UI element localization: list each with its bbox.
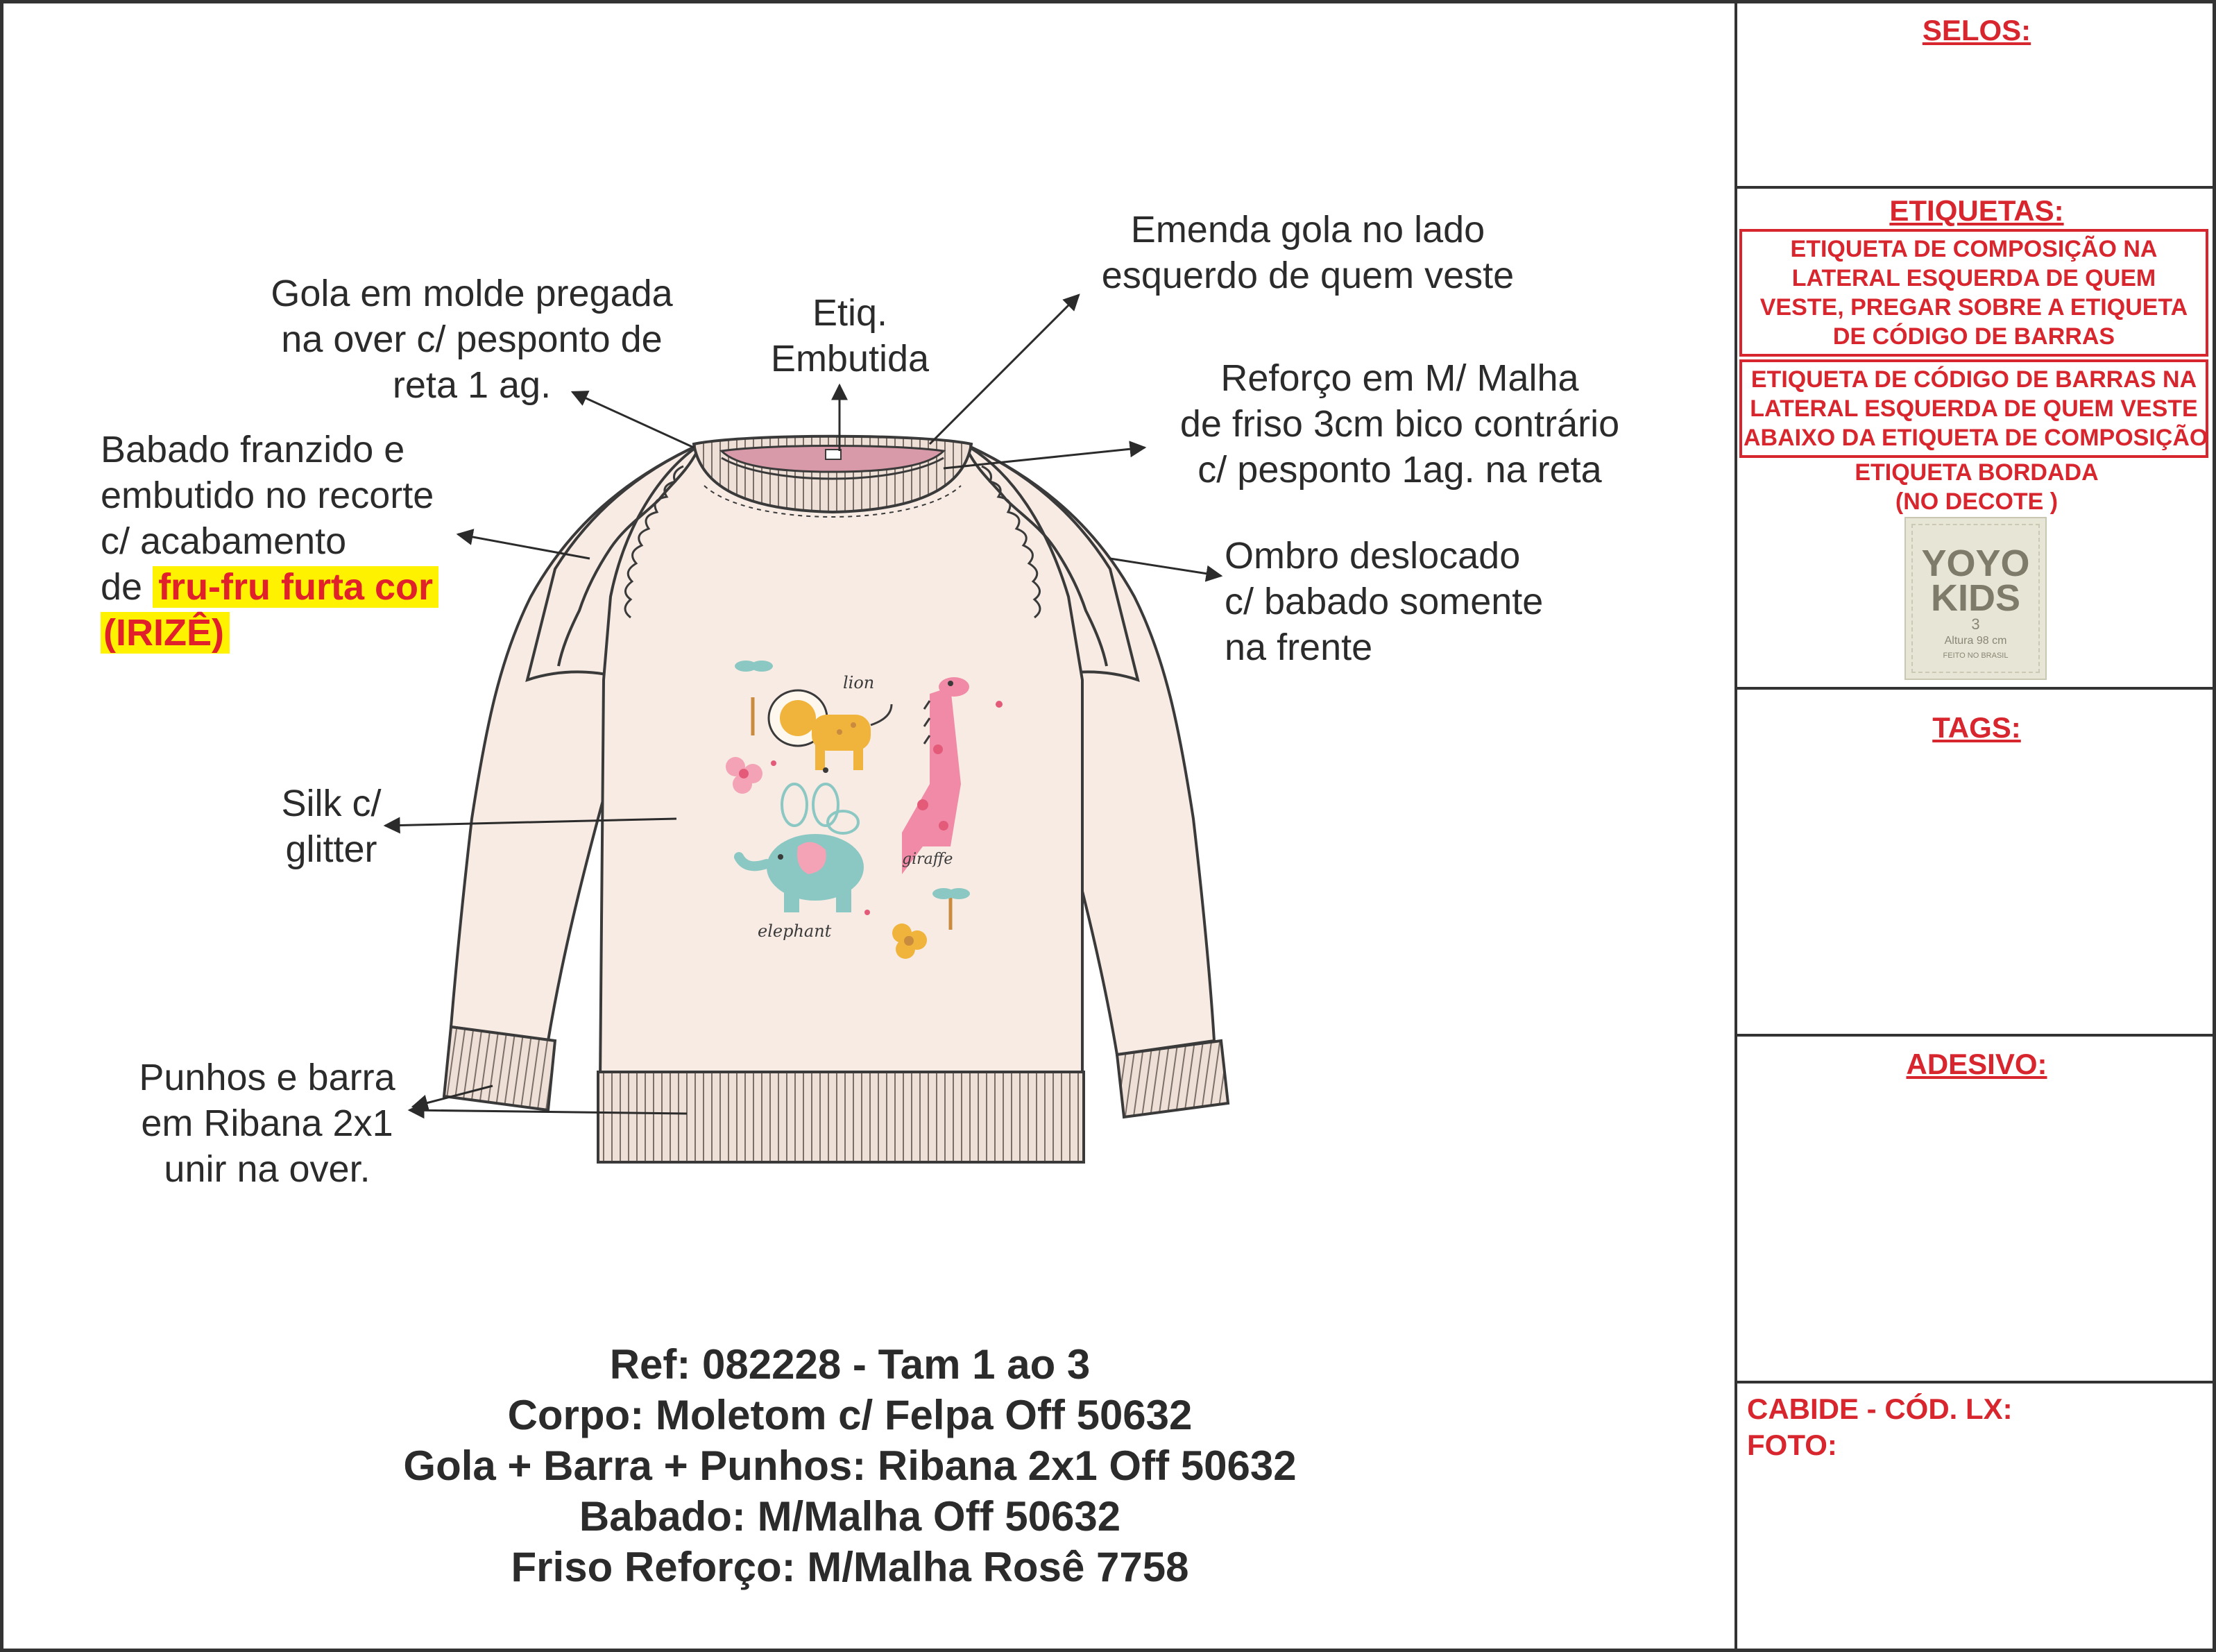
selos-title: SELOS: xyxy=(1922,14,2031,46)
note-silk: Silk c/ glitter xyxy=(281,783,382,870)
note-reforco: Reforço em M/ Malha de friso 3cm bico contrário c/ pesponto 1ag. na reta xyxy=(1179,357,1620,491)
spec-ref: Ref: 082228 - Tam 1 ao 3 xyxy=(609,1341,1091,1388)
note-punhos: Punhos e barra em Ribana 2x1 unir na over. xyxy=(139,1057,395,1190)
left-cuff xyxy=(444,1027,555,1110)
arrow-emenda-gola xyxy=(930,295,1079,444)
etiquetas-title: ETIQUETAS: xyxy=(1889,194,2064,227)
adesivo-title: ADESIVO: xyxy=(1906,1048,2047,1080)
right-cuff xyxy=(1117,1041,1228,1117)
sidebar-separator-3 xyxy=(1735,1034,2216,1037)
spec-corpo: Corpo: Moletom c/ Felpa Off 50632 xyxy=(507,1392,1193,1438)
spec-gola-barra-punhos: Gola + Barra + Punhos: Ribana 2x1 Off 50632 xyxy=(403,1442,1297,1489)
etiqueta-codigo-box: ETIQUETA DE CÓDIGO DE BARRAS NA LATERAL ESQUERDA DE QUEM VESTE ABAIXO DA ETIQUETA DE COMPOSIÇÃO xyxy=(1739,359,2208,458)
note-emenda-gola: Emenda gola no lado esquerdo de quem veste xyxy=(1101,209,1515,296)
sidebar-separator-2 xyxy=(1735,687,2216,690)
sidebar-separator-4 xyxy=(1735,1381,2216,1383)
sidebar-divider xyxy=(1735,0,1737,1652)
arrow-ombro xyxy=(1110,559,1221,576)
embroidered-label-logo: YOYO KIDS 3 Altura 98 cm FEITO NO BRASIL xyxy=(1904,517,2047,680)
foto-label: FOTO: xyxy=(1747,1429,1837,1461)
embedded-label xyxy=(826,450,841,459)
highlight-fru-fru: fru-fru furta cor xyxy=(153,566,438,608)
spec-friso: Friso Reforço: M/Malha Rosê 7758 xyxy=(511,1544,1189,1590)
art-label-giraffe: giraffe xyxy=(902,851,953,868)
art-label-lion: lion xyxy=(843,673,875,692)
spec-babado: Babado: M/Malha Off 50632 xyxy=(579,1493,1121,1540)
etiqueta-bordada: ETIQUETA BORDADA (NO DECOTE ) xyxy=(1855,459,2099,515)
waistband-rib xyxy=(598,1072,1084,1162)
highlight-irize: (IRIZÊ) xyxy=(101,612,230,654)
etiqueta-composicao-box: ETIQUETA DE COMPOSIÇÃO NA LATERAL ESQUERDA DE QUEM VESTE, PREGAR SOBRE A ETIQUETA DE CÓDIGO DE BARRAS xyxy=(1739,229,2208,357)
note-babado: Babado franzido e embutido no recorte c/ acabamento de fru-fru furta cor (IRIZÊ) xyxy=(101,427,438,656)
spec-block xyxy=(222,1339,1478,1592)
note-etiq-embutida: Etiq. Embutida xyxy=(770,292,930,380)
art-label-elephant: elephant xyxy=(758,921,832,941)
cabide-label: CABIDE - CÓD. LX: xyxy=(1747,1393,2013,1425)
note-gola-molde: Gola em molde pregada na over c/ pesponto de reta 1 ag. xyxy=(271,273,673,406)
garment-body xyxy=(600,444,1082,1082)
tags-title: TAGS: xyxy=(1932,711,2021,744)
note-ombro: Ombro deslocado c/ babado somente na frente xyxy=(1225,535,1544,668)
sidebar-separator-1 xyxy=(1735,186,2216,189)
